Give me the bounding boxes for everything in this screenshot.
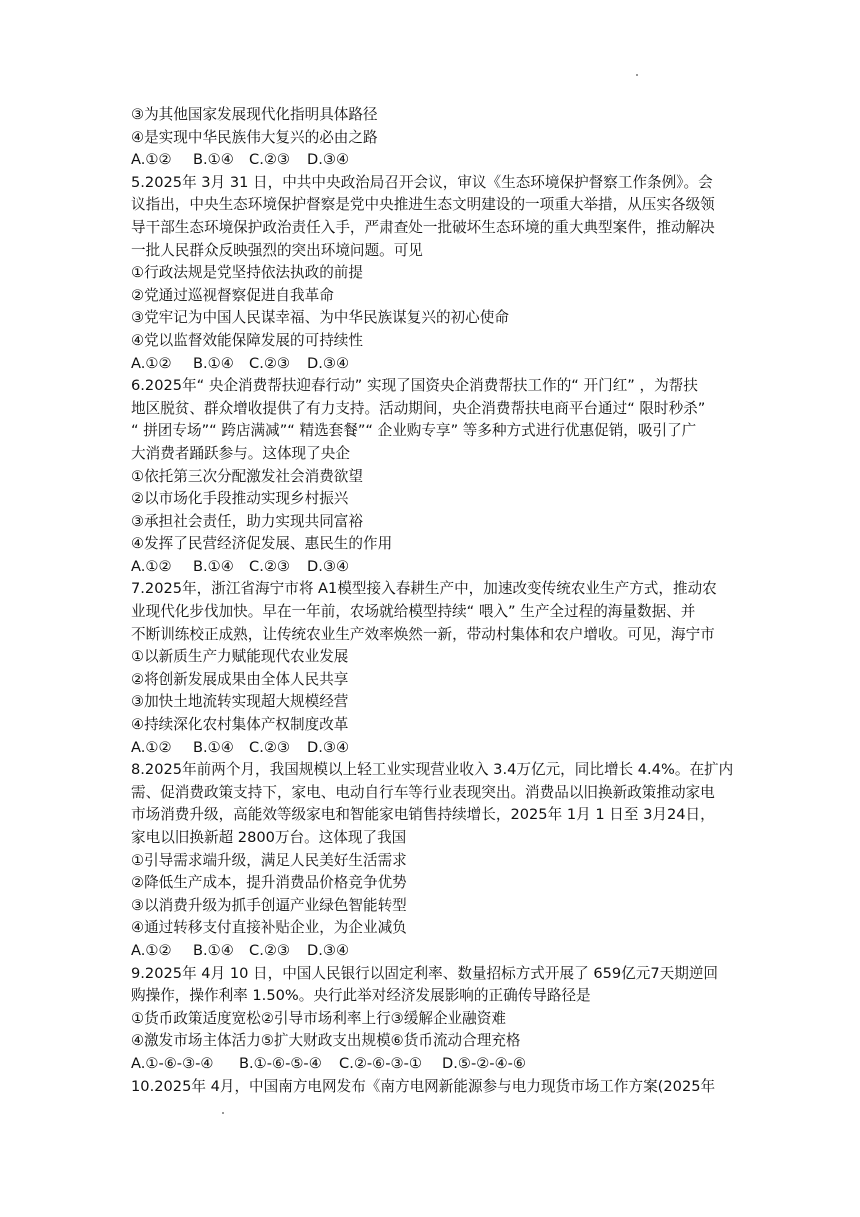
text-line: 9.2025年 4月 10 日，中国人民银行以固定利率、数量招标方式开展了 659亿元7天期逆回: [131, 964, 719, 982]
text-line: ④是实现中华民族伟大复兴的必由之路: [131, 128, 378, 146]
text-line: ①行政法规是党坚持依法执政的前提: [131, 264, 363, 282]
answer-option: D.③④: [307, 151, 350, 169]
scan-dot: [222, 1112, 224, 1114]
text-line: 大消费者踊跃参与。这体现了央企: [131, 444, 350, 462]
answer-option: D.⑤-②-④-⑥: [442, 1054, 527, 1072]
answer-option: B.①④: [193, 557, 234, 575]
answer-options: [131, 556, 735, 579]
text-line: 市场消费升级，高能效等级家电和智能家电销售持续增长，2025年 1月 1 日至 3月24日，: [131, 806, 715, 824]
text-line: 购操作，操作利率 1.50%。央行此举对经济发展影响的正确传导路径是: [131, 987, 591, 1005]
text-line: 一批人民群众反映强烈的突出环境问题。可见: [131, 241, 423, 259]
text-line: ②以市场化手段推动实现乡村振兴: [131, 490, 349, 508]
text-line: ①依托第三次分配激发社会消费欲望: [131, 467, 363, 485]
answer-option: D.③④: [307, 354, 350, 372]
answer-option: C.②③: [249, 557, 290, 575]
text-line: ①货币政策适度宽松②引导市场利率上行③缓解企业融资难: [131, 1009, 506, 1027]
text-line: 不断训练校正成熟，让传统农业生产效率焕然一新，带动村集体和农户增收。可见，海宁市: [131, 625, 715, 643]
text-line: 业现代化步伐加快。早在一年前，农场就给模型持续“ 喂入” 生产全过程的海量数据、并: [131, 603, 696, 621]
text-line: “ 拼团专场”“ 跨店满减”“ 精选套餐”“ 企业购专享” 等多种方式进行优惠促销，吸引了广: [131, 422, 697, 440]
question-text: [131, 104, 735, 1098]
answer-options: [131, 149, 735, 172]
answer-options: [131, 940, 735, 963]
answer-option: B.①④: [193, 738, 234, 756]
text-line: 议指出，中央生态环境保护督察是党中央推进生态文明建设的一项重大举措，从压实各级领: [131, 196, 715, 214]
answer-options: [131, 1053, 735, 1076]
answer-option: A.①-⑥-③-④: [131, 1054, 214, 1072]
text-line: ③承担社会责任，助力实现共同富裕: [131, 512, 363, 530]
answer-option: B.①④: [193, 941, 234, 959]
answer-option: C.②③: [249, 151, 290, 169]
text-line: 6.2025年“ 央企消费帮扶迎春行动” 实现了国资央企消费帮扶工作的“ 开门红” ，为帮扶: [131, 377, 698, 395]
answer-option: B.①-⑥-⑤-④: [239, 1054, 322, 1072]
text-line: 家电以旧换新超 2800万台。这体现了我国: [131, 829, 407, 846]
text-line: 10.2025年 4月，中国南方电网发布《南方电网新能源参与电力现货市场工作方案(2025年: [131, 1077, 716, 1095]
answer-option: C.②③: [249, 738, 290, 756]
text-line: ②党通过巡视督察促进自我革命: [131, 286, 334, 304]
answer-option: D.③④: [307, 738, 350, 756]
answer-option: C.②③: [249, 941, 290, 959]
text-line: ④激发市场主体活力⑤扩大财政支出规模⑥货币流动合理充格: [131, 1032, 521, 1050]
text-line: ①以新质生产力赋能现代农业发展: [131, 648, 349, 666]
answer-option: A.①②: [131, 151, 172, 169]
text-line: ④持续深化农村集体产权制度改革: [131, 716, 349, 734]
scan-dot: [636, 74, 638, 76]
text-line: 7.2025年，浙江省海宁市将 A1模型接入春耕生产中，加速改变传统农业生产方式，推动农: [131, 580, 717, 598]
text-line: ④发挥了民营经济促发展、惠民生的作用: [131, 535, 393, 553]
text-line: ②降低生产成本，提升消费品价格竞争优势: [131, 874, 407, 892]
text-line: ②将创新发展成果由全体人民共享: [131, 670, 349, 688]
answer-option: A.①②: [131, 354, 172, 372]
text-line: ③加快土地流转实现超大规模经营: [131, 693, 349, 711]
answer-option: C.②-⑥-③-①: [339, 1054, 422, 1072]
text-line: ③为其他国家发展现代化指明具体路径: [131, 106, 378, 123]
answer-options: [131, 737, 735, 760]
answer-option: D.③④: [307, 941, 350, 959]
text-line: 地区脱贫、群众增收提供了有力支持。活动期间，央企消费帮扶电商平台通过“ 限时秒杀”: [131, 399, 706, 417]
answer-option: D.③④: [307, 557, 350, 575]
text-line: 需、促消费政策支持下，家电、电动自行车等行业表现突出。消费品以旧换新政策推动家电: [131, 783, 715, 801]
text-line: ④通过转移支付直接补贴企业，为企业减负: [131, 919, 407, 937]
answer-option: C.②③: [249, 354, 290, 372]
answer-option: A.①②: [131, 738, 172, 756]
answer-option: B.①④: [193, 354, 234, 372]
answer-option: A.①②: [131, 941, 172, 959]
answer-option: A.①②: [131, 557, 172, 575]
text-line: ④党以监督效能保障发展的可持续性: [131, 331, 363, 349]
text-line: ③党牢记为中国人民谋幸福、为中华民族谋复兴的初心使命: [131, 309, 509, 327]
answer-option: B.①④: [193, 151, 234, 169]
text-line: 导干部生态环境保护政治责任入手，严肃查处一批破坏生态环境的重大典型案件，推动解决: [131, 218, 715, 236]
text-line: ③以消费升级为抓手创逼产业绿色智能转型: [131, 896, 407, 914]
text-line: 8.2025年前两个月，我国规模以上轻工业实现营业收入 3.4万亿元，同比增长 4.4%。在扩内: [131, 761, 734, 779]
text-line: 5.2025年 3月 31 日，中共中央政治局召开会议，审议《生态环境保护督察工作条例》。会: [131, 173, 713, 191]
answer-options: [131, 353, 735, 376]
text-line: ①引导需求端升级，满足人民美好生活需求: [131, 851, 407, 869]
